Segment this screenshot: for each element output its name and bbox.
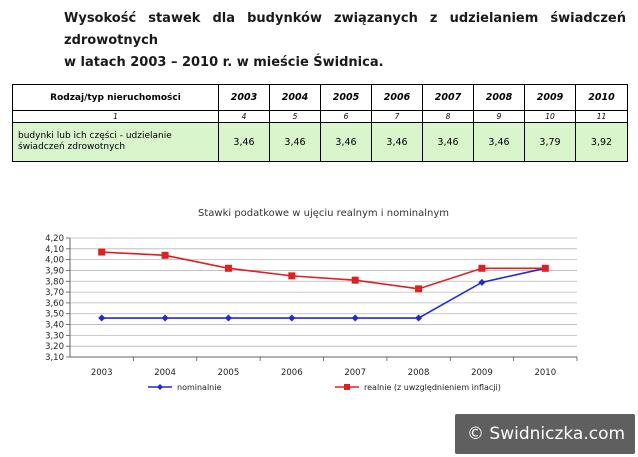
y-tick-label: 3,90 [45,266,64,277]
data-point [478,265,485,272]
y-tick-label: 3,10 [45,353,64,363]
year-header: 2008 [474,85,525,111]
x-tick-label: 2007 [344,368,367,378]
legend-marker [157,384,163,390]
series-line-nominal [102,268,546,318]
rate-cell: 3,46 [423,123,474,162]
column-index-row [13,111,628,123]
data-point [288,272,295,279]
x-tick-label: 2005 [217,368,240,378]
year-header: 2005 [321,85,372,111]
legend-marker [344,384,350,390]
y-tick-label: 4,00 [45,255,64,266]
rate-table [12,84,628,162]
rate-cell: 3,46 [270,123,321,162]
property-type-header: Rodzaj/typ nieruchomości [13,85,219,111]
y-tick-label: 3,30 [45,331,64,342]
data-point [352,277,359,284]
y-tick-label: 3,60 [45,298,64,309]
column-index: 6 [321,111,372,123]
x-tick-label: 2008 [407,368,430,378]
heading-line-2: w latach 2003 – 2010 r. w mieście Świdnica. [64,55,384,70]
rate-cell: 3,46 [372,123,423,162]
data-point [225,265,232,272]
page-heading [64,8,626,74]
year-header: 2007 [423,85,474,111]
year-header: 2010 [576,85,628,111]
data-point [98,249,105,256]
column-index: 1 [13,111,219,123]
data-point [478,279,485,286]
x-tick-label: 2009 [471,368,493,378]
y-tick-label: 4,20 [45,234,64,244]
data-point [225,315,232,322]
x-tick-label: 2006 [280,368,303,378]
y-tick-label: 3,20 [45,342,64,353]
property-type-cell [13,123,219,162]
table-header-row [13,85,628,111]
data-point [352,315,359,322]
property-type-line-2: świadczeń zdrowotnych [18,142,126,152]
data-point [415,315,422,322]
rate-cell: 3,92 [576,123,628,162]
data-point [415,285,422,292]
data-point [162,252,169,259]
tax-rate-line-chart [0,200,638,400]
watermark [455,414,635,454]
x-tick-label: 2010 [534,368,557,378]
x-tick-label: 2004 [154,368,176,378]
column-index: 10 [525,111,576,123]
y-tick-label: 3,50 [45,309,64,320]
data-point [542,265,549,272]
year-header: 2003 [219,85,270,111]
y-tick-label: 3,70 [45,288,64,299]
rate-cell: 3,46 [321,123,372,162]
rate-cell: 3,46 [474,123,525,162]
chart-title: Stawki podatkowe w ujęciu realnym i nominalnym [198,208,449,219]
y-tick-label: 3,80 [45,277,64,288]
column-index: 8 [423,111,474,123]
watermark-text: © Swidniczka.com [467,424,626,444]
data-point [288,315,295,322]
column-index: 4 [219,111,270,123]
column-index: 11 [576,111,628,123]
legend-label: nominalnie [177,383,222,392]
year-header: 2006 [372,85,423,111]
rate-cell: 3,46 [219,123,270,162]
data-point [162,315,169,322]
legend-label: realnie (z uwzględnieniem inflacji) [364,383,501,392]
year-header: 2009 [525,85,576,111]
heading-line-1: Wysokość stawek dla budynków związanych z udzielaniem świadczeń zdrowotnych [64,11,626,48]
y-tick-label: 4,10 [45,244,64,255]
year-header: 2004 [270,85,321,111]
column-index: 5 [270,111,321,123]
y-tick-label: 3,40 [45,320,64,331]
property-type-line-1: budynki lub ich części - udzielanie [18,131,172,141]
x-tick-label: 2003 [90,368,113,378]
rate-cell: 3,79 [525,123,576,162]
table-row [13,123,628,162]
column-index: 7 [372,111,423,123]
column-index: 9 [474,111,525,123]
data-point [98,315,105,322]
